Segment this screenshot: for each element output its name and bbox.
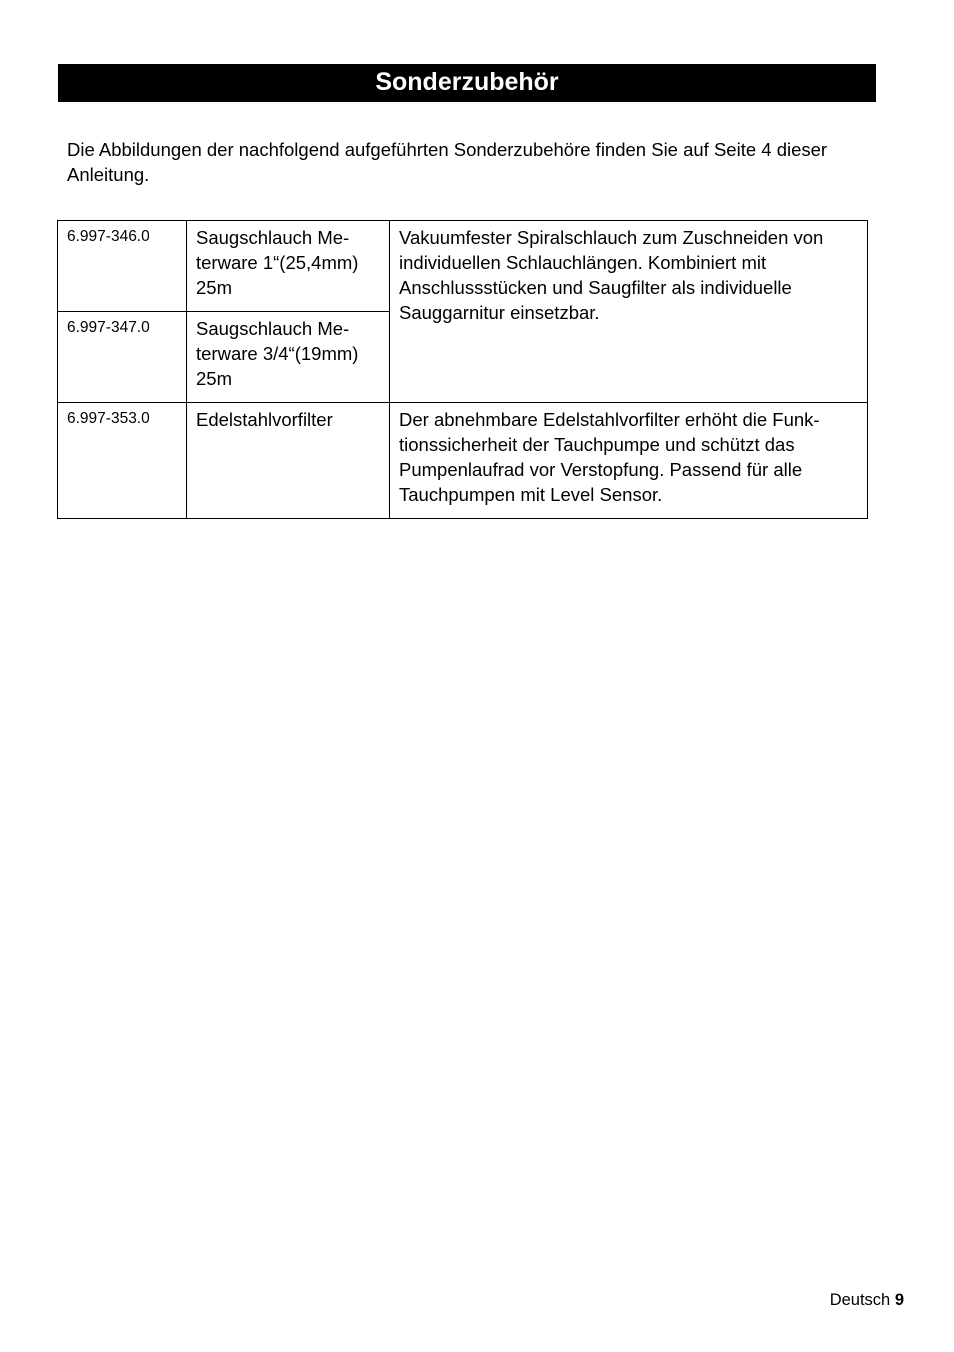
- part-number: 6.997-347.0: [58, 312, 187, 403]
- part-description: Vakuumfester Spiralschlauch zum Zuschneiden von individuellen Schlauchlängen. Kombiniert mit Anschlussstücken und Saugfilter als individuelle Sauggarnitur einsetzbar.: [390, 221, 868, 403]
- page-number: 9: [894, 1291, 904, 1309]
- table-row: [58, 221, 868, 312]
- footer-language: Deutsch: [829, 1291, 891, 1309]
- description-line: Pumpenlaufrad vor Verstopfung. Passend für alle: [399, 459, 803, 480]
- accessories-table: [57, 220, 868, 519]
- part-name: [187, 221, 390, 312]
- description-line: Tauchpumpen mit Level Sensor.: [399, 484, 663, 505]
- part-name-line: Edelstahlvorfilter: [196, 409, 333, 430]
- part-name-line: terware 1“(25,4mm): [196, 252, 359, 273]
- part-name-line: Saugschlauch Me-: [196, 318, 350, 339]
- part-number: 6.997-353.0: [58, 403, 187, 519]
- page-title: Sonderzubehör: [58, 64, 876, 102]
- part-name: [187, 403, 390, 519]
- part-number: 6.997-346.0: [58, 221, 187, 312]
- intro-paragraph: Die Abbildungen der nachfolgend aufgeführten Sonderzubehöre finden Sie auf Seite 4 dieser Anleitung.: [67, 139, 828, 185]
- part-description: [390, 403, 868, 519]
- part-name: [187, 312, 390, 403]
- description-line: Der abnehmbare Edelstahlvorfilter erhöht die Funk-: [399, 409, 820, 430]
- page-footer: [830, 1290, 904, 1310]
- description-line: tionssicherheit der Tauchpumpe und schützt das: [399, 434, 795, 455]
- part-name-line: 25m: [196, 368, 232, 389]
- part-name-line: 25m: [196, 277, 232, 298]
- table-row: [58, 403, 868, 519]
- part-name-line: terware 3/4“(19mm): [196, 343, 359, 364]
- part-name-line: Saugschlauch Me-: [196, 227, 350, 248]
